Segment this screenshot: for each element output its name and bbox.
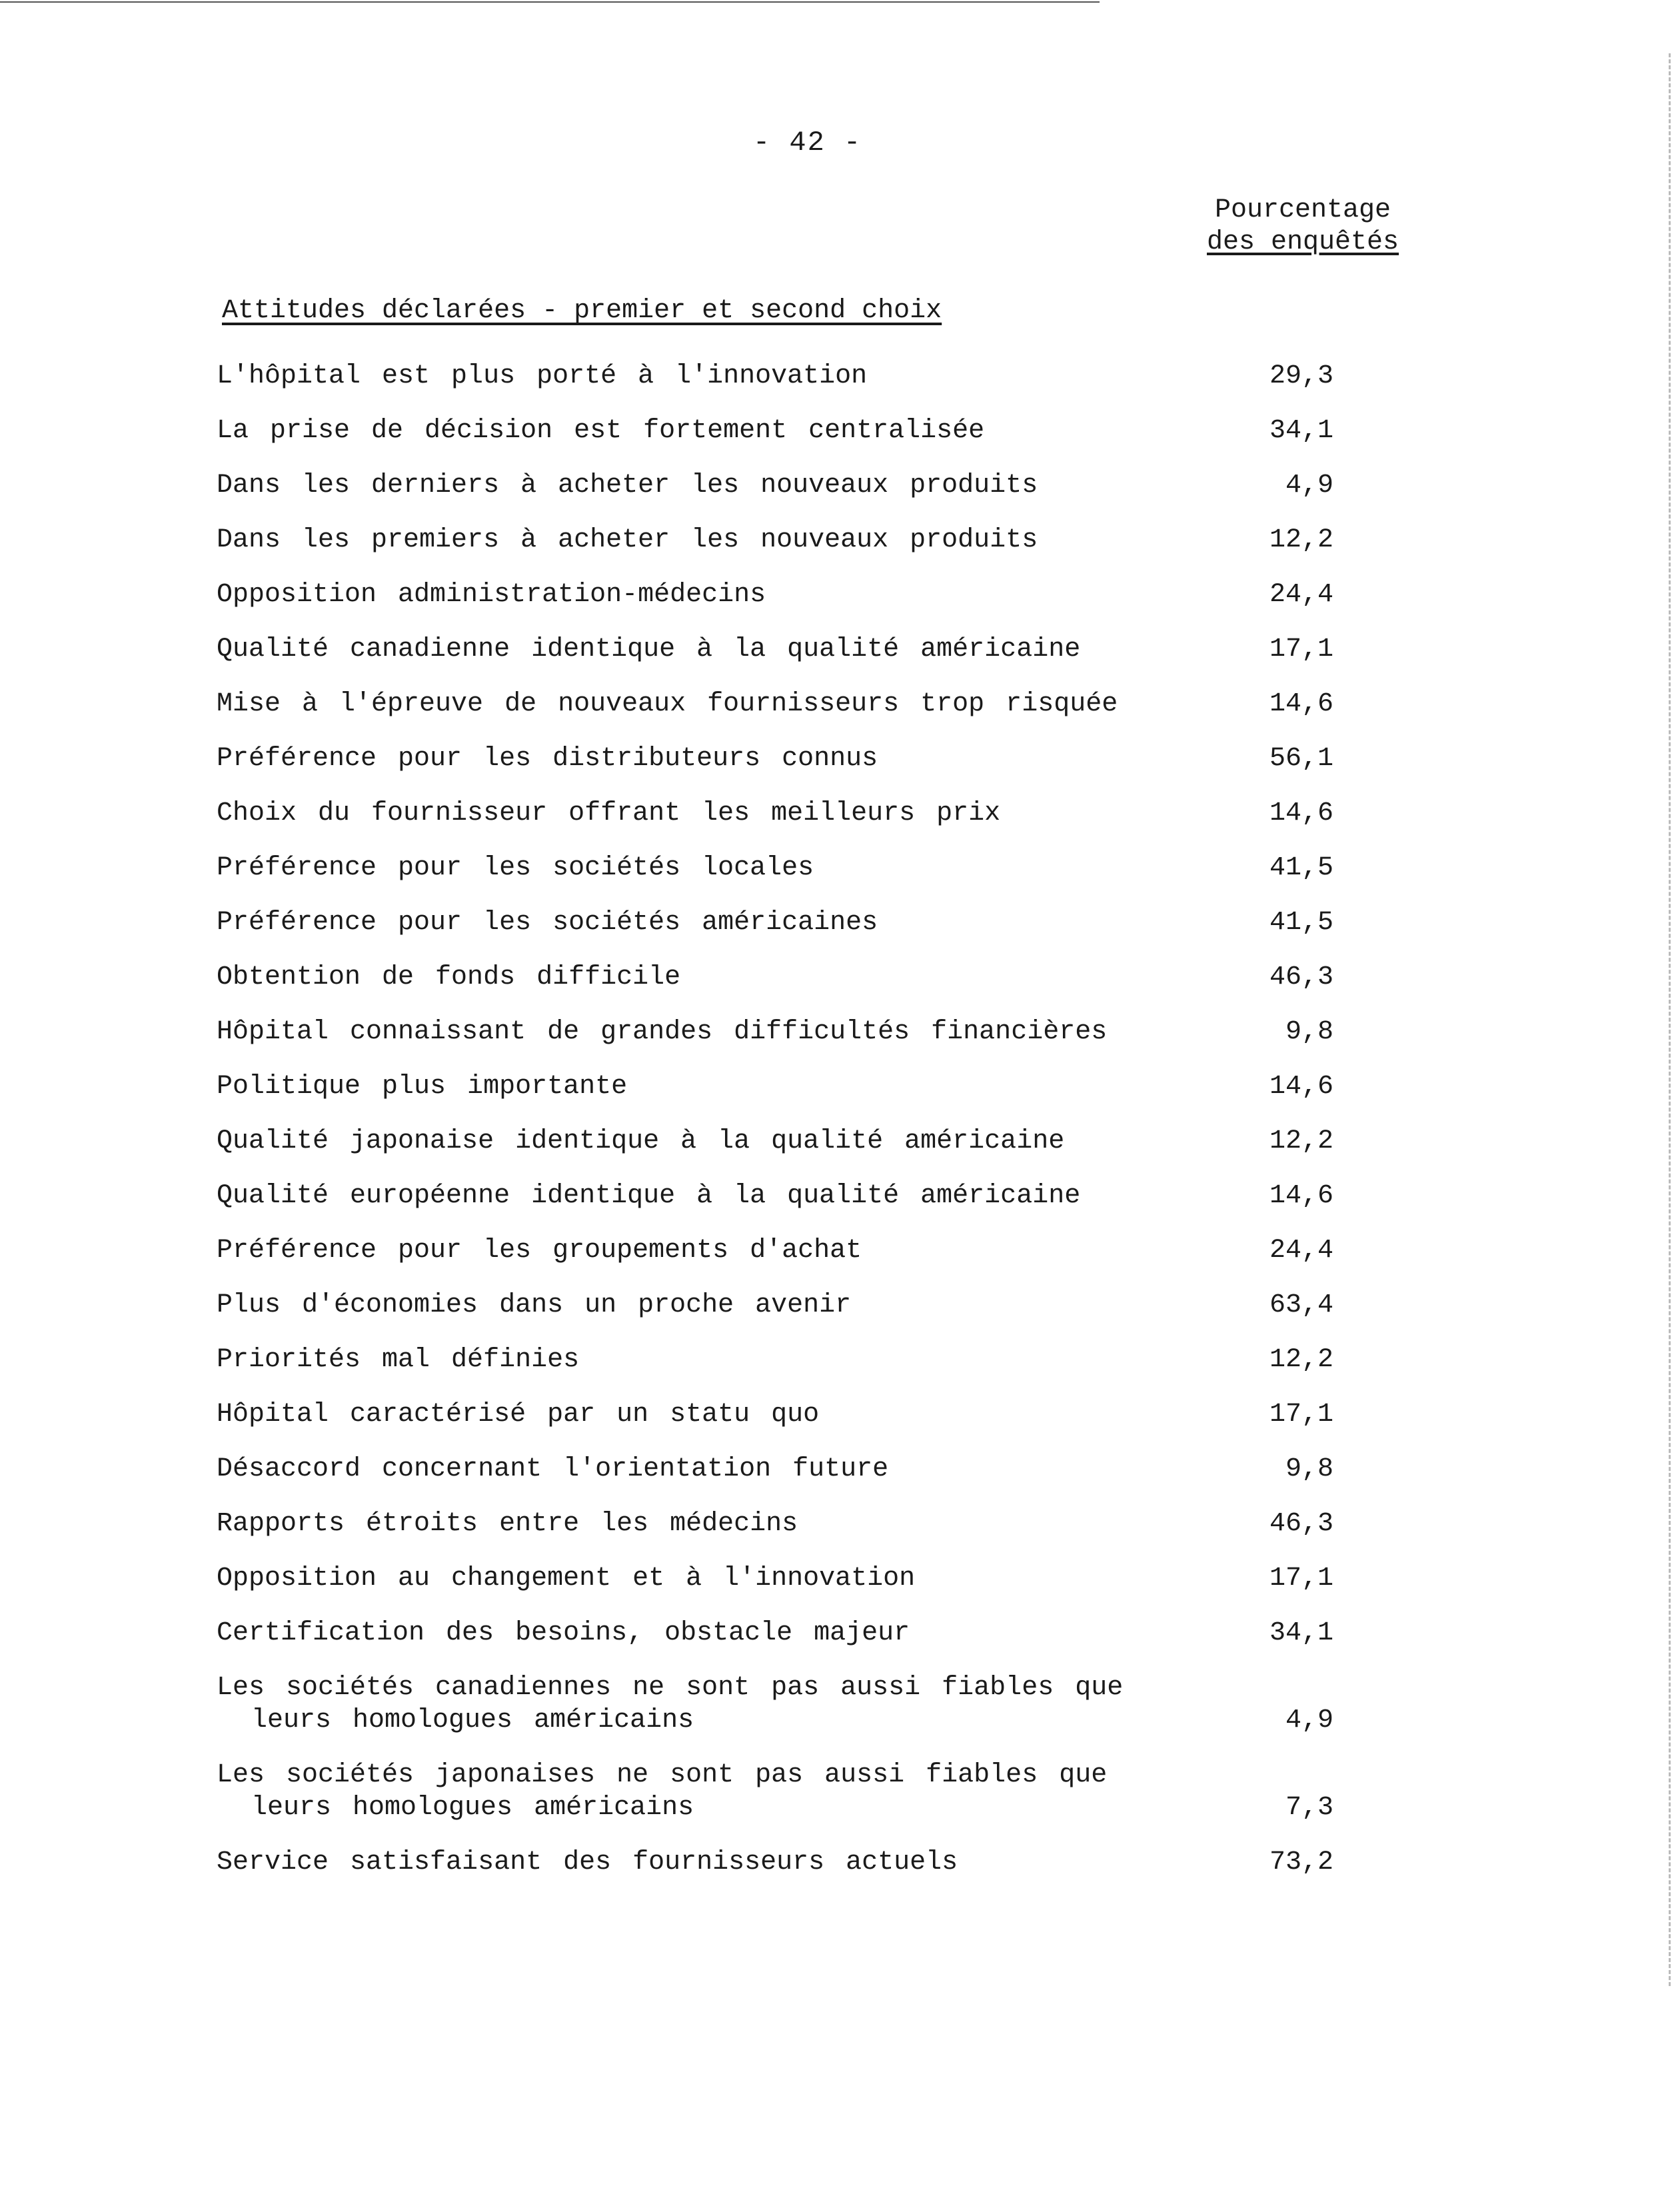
row-percentage: 46,3 [1269,1509,1333,1539]
row-label-text: Préférence pour les sociétés américaines [217,908,878,938]
row-label-text: Dans les derniers à acheter les nouveaux produits [217,471,1038,501]
row-label [217,1508,1183,1540]
row-label-continuation: leurs homologues américains [251,1793,694,1823]
table-row [217,1453,1349,1486]
table-row [217,961,1349,994]
table-row [217,524,1349,556]
row-label-text: Dans les premiers à acheter les nouveaux produits [217,525,1038,555]
row-label-text: Préférence pour les distributeurs connus [217,744,878,774]
row-percentage: 17,1 [1269,1400,1333,1430]
section-heading: Attitudes déclarées - premier et second choix [222,296,942,326]
table-row [217,797,1349,830]
table-row [217,1759,1349,1824]
row-percentage: 12,2 [1269,1126,1333,1156]
row-label-text: Les sociétés canadiennes ne sont pas aussi fiables que [217,1673,1124,1703]
row-percentage: 17,1 [1269,634,1333,664]
row-label-text: Qualité canadienne identique à la qualité américaine [217,634,1081,664]
row-percentage: 12,2 [1269,525,1333,555]
table-row [217,1344,1349,1376]
row-label-text: Opposition administration-médecins [217,580,766,610]
table-row [217,1125,1349,1158]
table-row [217,1234,1349,1267]
row-percentage: 12,2 [1269,1345,1333,1375]
table-row [217,852,1349,884]
row-percentage: 46,3 [1269,962,1333,992]
row-label-text: Les sociétés japonaises ne sont pas aussi fiables que [217,1760,1108,1790]
table-row [217,1508,1349,1540]
row-label-text: Priorités mal définies [217,1345,580,1375]
row-percentage: 14,6 [1269,689,1333,719]
row-label-text: Qualité européenne identique à la qualité américaine [217,1181,1081,1211]
row-label [217,1180,1183,1212]
table-row [217,1562,1349,1595]
row-label-text: Préférence pour les sociétés locales [217,853,814,883]
row-label [217,852,1183,884]
row-label [217,1453,1183,1486]
row-label-continuation: leurs homologues américains [251,1705,694,1735]
row-label [217,469,1183,502]
row-label [217,1398,1183,1431]
row-label-text: Certification des besoins, obstacle majeur [217,1618,910,1648]
row-label-text: Obtention de fonds difficile [217,962,681,992]
row-label [217,1125,1183,1158]
row-label-text: Désaccord concernant l'orientation future [217,1454,889,1484]
table-row [217,1398,1349,1431]
table-row [217,415,1349,447]
table-row [217,1289,1349,1322]
row-percentage: 56,1 [1269,744,1333,774]
row-label-text: Mise à l'épreuve de nouveaux fournisseurs trop risquée [217,689,1118,719]
row-percentage: 9,8 [1285,1454,1333,1484]
column-header-line2: des enquêtés [1206,227,1399,257]
row-percentage: 4,9 [1285,1705,1333,1735]
row-percentage: 14,6 [1269,1181,1333,1211]
scan-top-rule [0,1,1100,3]
row-label [217,1234,1183,1267]
row-label-text: Hôpital connaissant de grandes difficultés financières [217,1017,1108,1047]
row-label [217,1070,1183,1103]
row-label-text: Rapports étroits entre les médecins [217,1509,798,1539]
row-percentage: 14,6 [1269,798,1333,828]
row-label-text: Choix du fournisseur offrant les meilleurs prix [217,798,1001,828]
row-label [217,1289,1183,1322]
table-row [217,578,1349,611]
table-row [217,1016,1349,1048]
row-label [217,360,1183,393]
page-number: - 42 - [753,127,862,159]
row-label [217,1617,1183,1649]
row-percentage: 4,9 [1285,471,1333,501]
row-percentage: 41,5 [1269,853,1333,883]
row-label-text: Hôpital caractérisé par un statu quo [217,1400,820,1430]
row-label-text: Qualité japonaise identique à la qualité américaine [217,1126,1065,1156]
row-label [217,415,1183,447]
row-label [217,961,1183,994]
row-label-text: Service satisfaisant des fournisseurs actuels [217,1847,958,1877]
column-header-line1: Pourcentage [1214,195,1391,225]
row-percentage: 34,1 [1269,416,1333,446]
row-percentage: 63,4 [1269,1290,1333,1320]
row-label-text: La prise de décision est fortement centralisée [217,416,985,446]
row-label [217,797,1183,830]
row-label [217,578,1183,611]
table-row [217,688,1349,720]
row-label-text: Politique plus importante [217,1072,628,1102]
row-label [217,1344,1183,1376]
table-row [217,1180,1349,1212]
row-label [217,524,1183,556]
row-percentage: 34,1 [1269,1618,1333,1648]
row-label [217,1016,1183,1048]
row-label-text: Plus d'économies dans un proche avenir [217,1290,852,1320]
row-label [217,1846,1183,1879]
table-row [217,1070,1349,1103]
row-label [217,688,1183,720]
row-percentage: 73,2 [1269,1847,1333,1877]
row-label [217,906,1183,939]
row-label-text: L'hôpital est plus porté à l'innovation [217,361,868,391]
row-label [217,742,1183,775]
row-percentage: 7,3 [1285,1793,1333,1823]
row-label-text: Préférence pour les groupements d'achat [217,1236,862,1266]
table-row [217,633,1349,666]
row-label-text: Opposition au changement et à l'innovation [217,1564,916,1594]
row-percentage: 9,8 [1285,1017,1333,1047]
row-percentage: 29,3 [1269,361,1333,391]
table-row [217,1617,1349,1649]
row-label [217,1759,1183,1824]
column-header [1196,195,1409,259]
row-percentage: 24,4 [1269,580,1333,610]
table-row [217,469,1349,502]
row-label [217,1562,1183,1595]
table-row [217,1846,1349,1879]
table-row [217,742,1349,775]
attitudes-table [217,360,1349,1901]
row-percentage: 17,1 [1269,1564,1333,1594]
row-label [217,633,1183,666]
table-row [217,360,1349,393]
row-percentage: 41,5 [1269,908,1333,938]
table-row [217,906,1349,939]
row-percentage: 14,6 [1269,1072,1333,1102]
scan-right-edge [1669,53,1671,1986]
row-label [217,1671,1183,1737]
row-percentage: 24,4 [1269,1236,1333,1266]
table-row [217,1671,1349,1737]
